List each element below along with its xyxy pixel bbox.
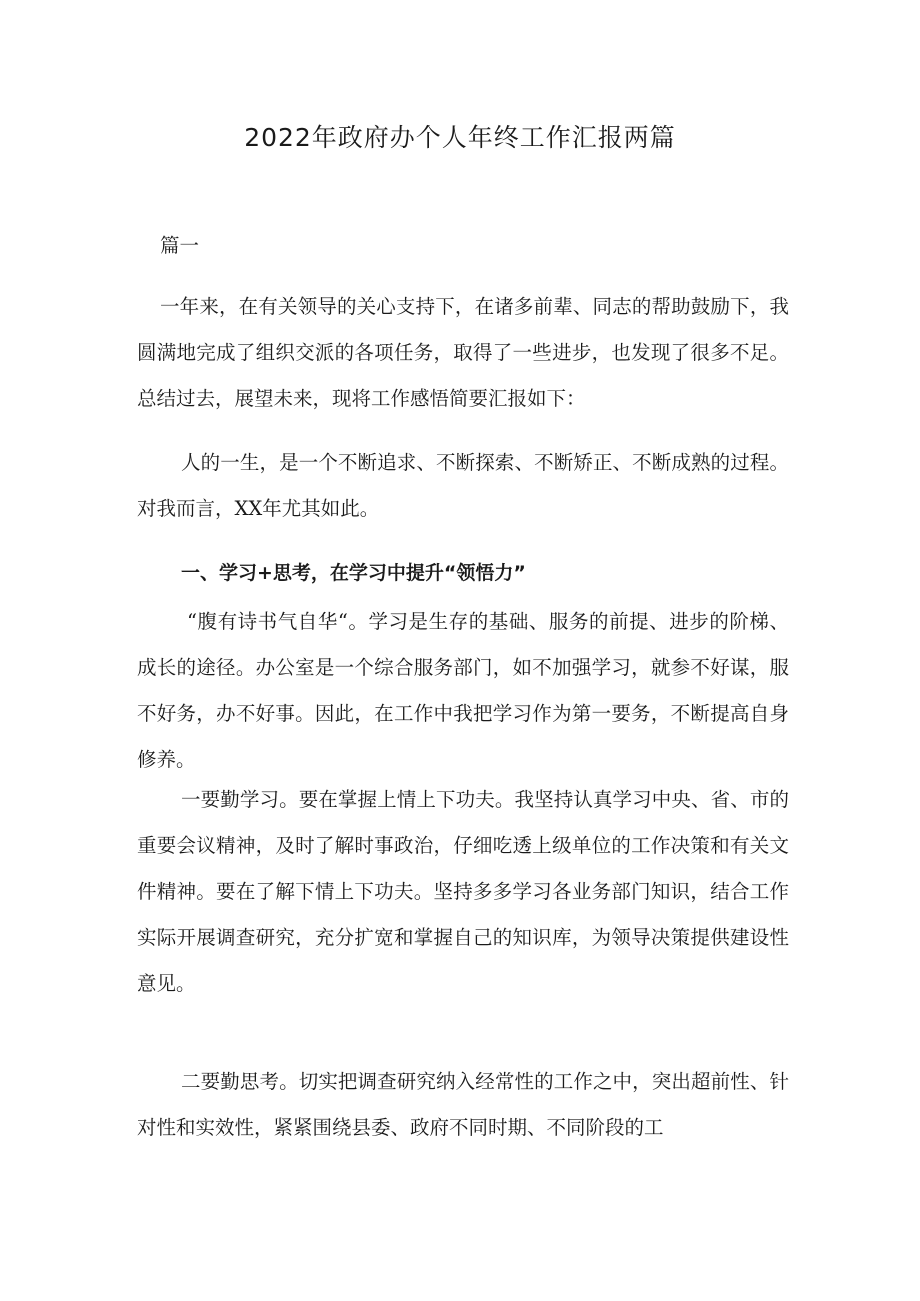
section-heading-study: 一、学习+思考，在学习中提升“领悟力”: [181, 562, 526, 584]
paragraph-life: 人的一生，是一个不断追求、不断探索、不断矫正、不断成熟的过程。对我而言，XX年尤其如此。: [137, 451, 789, 520]
paragraph-study-one: 一要勤学习。要在掌握上情上下功夫。我坚持认真学习中央、省、市的重要会议精神，及时了解时事政治，仔细吃透上级单位的工作决策和有关文件精神。要在了解下情上下功夫。坚持多多学习各业务部门知识，结合工作实际开展调查研究，充分扩宽和掌握自己的知识库，为领导决策提供建设性意见。: [137, 788, 789, 995]
paragraph-intro: 一年来，在有关领导的关心支持下，在诸多前辈、同志的帮助鼓励下，我圆满地完成了组织交派的各项任务，取得了一些进步，也发现了很多不足。总结过去，展望未来，现将工作感悟简要汇报如下：: [137, 295, 789, 410]
section-label: 篇一: [160, 234, 200, 257]
paragraph-study-two: 二要勤思考。切实把调查研究纳入经常性的工作之中，突出超前性、针对性和实效性，紧紧围绕县委、政府不同时期、不同阶段的工: [137, 1070, 789, 1139]
document-title: 2022年政府办个人年终工作汇报两篇: [244, 123, 676, 152]
paragraph-study: “腹有诗书气自华“。学习是生存的基础、服务的前提、进步的阶梯、成长的途径。办公室是一个综合服务部门，如不加强学习，就参不好谋，服不好务，办不好事。因此，在工作中我把学习作为第一要务，不断提高自身修养。: [137, 610, 789, 771]
